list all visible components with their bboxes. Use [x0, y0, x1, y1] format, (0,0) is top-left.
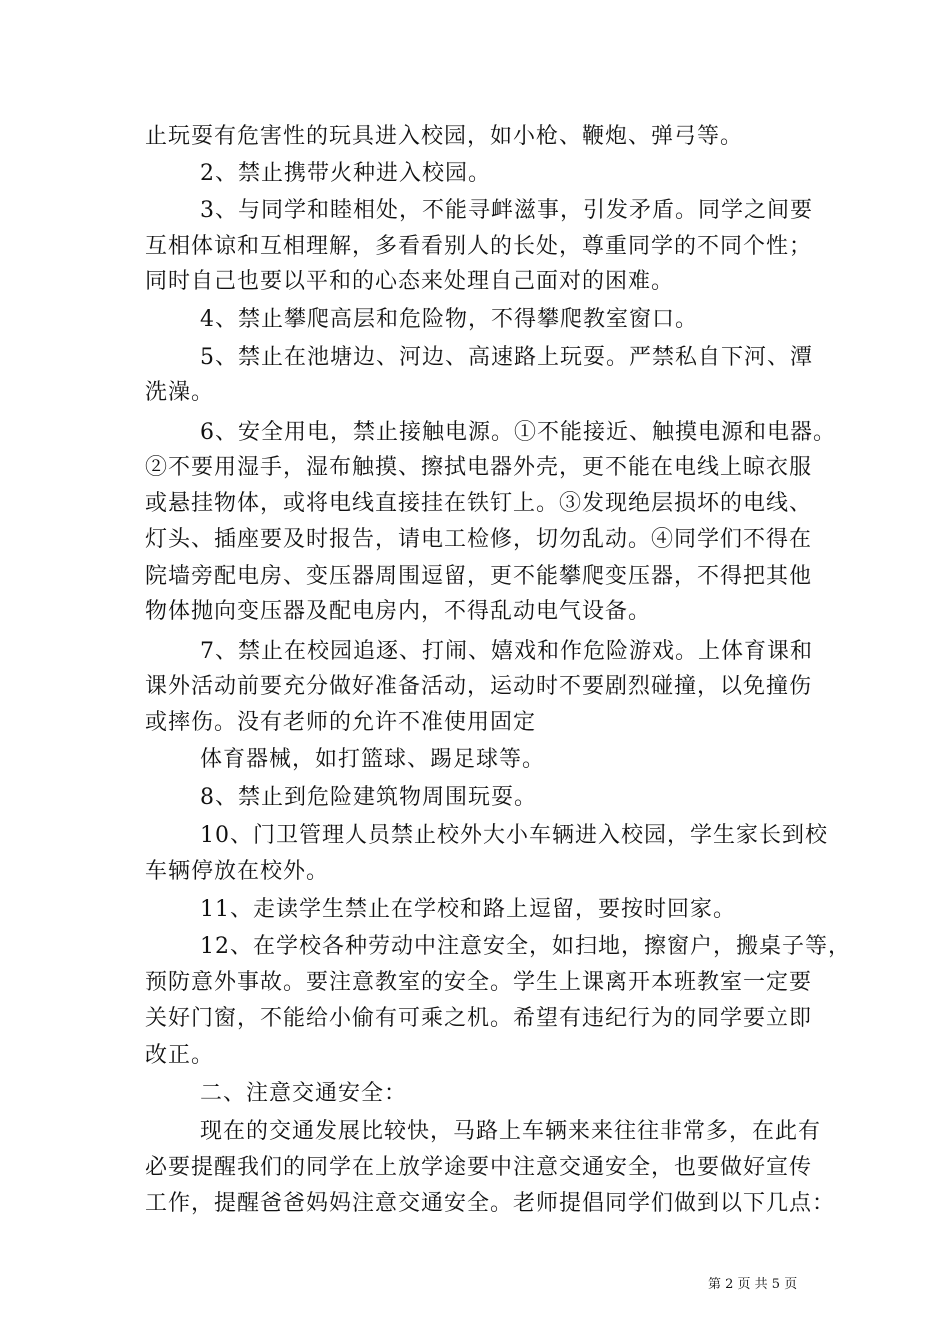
text-line: 车辆停放在校外。 [145, 859, 330, 884]
text-line: 院墙旁配电房、变压器周围逗留，更不能攀爬变压器，不得把其他 [145, 564, 813, 589]
text-line: 体育器械，如打篮球、踢足球等。 [200, 747, 546, 772]
text-line: 改正。 [145, 1043, 215, 1068]
text-line: 同时自己也要以平和的心态来处理自己面对的困难。 [145, 269, 675, 294]
text-line: 8、禁止到危险建筑物周围玩耍。 [200, 785, 537, 810]
text-line: 工作，提醒爸爸妈妈注意交通安全。老师提倡同学们做到以下几点： [145, 1191, 836, 1216]
text-line: 或摔伤。没有老师的允许不准使用固定 [145, 710, 537, 735]
text-line: 7、禁止在校园追逐、打闹、嬉戏和作危险游戏。上体育课和 [200, 639, 813, 664]
text-line: 现在的交通发展比较快，马路上车辆来来往往非常多，在此有 [200, 1119, 822, 1144]
text-line: 物体抛向变压器及配电房内，不得乱动电气设备。 [145, 599, 652, 624]
text-line: 6、安全用电，禁止接触电源。①不能接近、触摸电源和电器。 [200, 420, 836, 445]
text-line: ②不要用湿手，湿布触摸、擦拭电器外壳，更不能在电线上晾衣服 [145, 455, 813, 480]
text-line: 4、禁止攀爬高层和危险物，不得攀爬教室窗口。 [200, 307, 698, 332]
text-line: 11、走读学生禁止在学校和路上逗留，要按时回家。 [200, 897, 736, 922]
text-line: 互相体谅和互相理解，多看看别人的长处，尊重同学的不同个性； [145, 234, 813, 259]
text-line: 止玩耍有危害性的玩具进入校园，如小枪、鞭炮、弹弓等。 [145, 124, 744, 149]
text-line: 预防意外事故。要注意教室的安全。学生上课离开本班教室一定要 [145, 970, 813, 995]
text-line: 2、禁止携带火种进入校园。 [200, 161, 491, 186]
text-line: 关好门窗，不能给小偷有可乘之机。希望有违纪行为的同学要立即 [145, 1006, 813, 1031]
page-number: 第 2 页 共 5 页 [708, 1277, 798, 1292]
text-line: 10、门卫管理人员禁止校外大小车辆进入校园，学生家长到校 [200, 823, 828, 848]
text-line: 课外活动前要充分做好准备活动，运动时不要剧烈碰撞，以免撞伤 [145, 674, 813, 699]
text-line: 必要提醒我们的同学在上放学途要中注意交通安全，也要做好宣传 [145, 1155, 813, 1180]
text-line: 12、在学校各种劳动中注意安全，如扫地，擦窗户，搬桌子等， [200, 934, 851, 959]
text-line: 5、禁止在池塘边、河边、高速路上玩耍。严禁私自下河、潭 [200, 345, 813, 370]
text-line: 或悬挂物体，或将电线直接挂在铁钉上。③发现绝层损坏的电线、 [145, 491, 813, 516]
text-line: 灯头、插座要及时报告，请电工检修，切勿乱动。④同学们不得在 [145, 527, 813, 552]
text-line: 3、与同学和睦相处，不能寻衅滋事，引发矛盾。同学之间要 [200, 198, 813, 223]
text-line: 洗澡。 [145, 380, 215, 405]
section-heading: 二、注意交通安全： [200, 1081, 408, 1106]
